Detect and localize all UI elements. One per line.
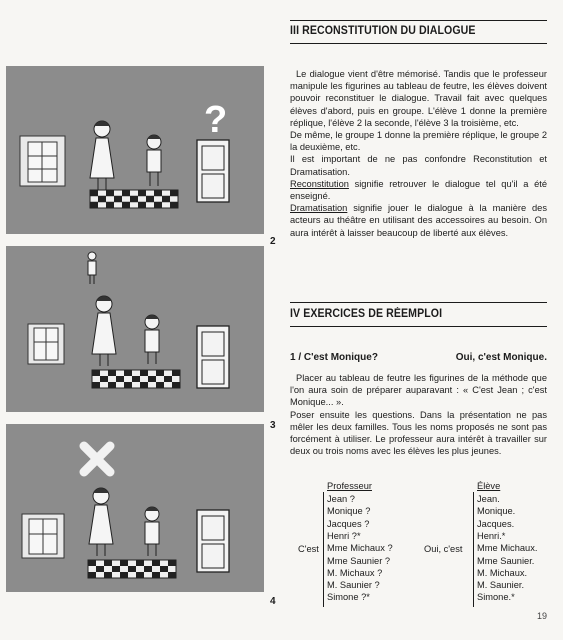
header-eleve: Élève xyxy=(477,481,501,491)
section-3-top-rule xyxy=(290,20,547,21)
section-4-paragraph-1: Placer au tableau de feutre les figurines de la méthode que l'on aura soin de préparer auparavant : « C'est Jean ; c'est Monique... ». xyxy=(290,373,547,408)
section-4-heading: IV EXERCICES DE RÉEMPLOI xyxy=(290,308,443,320)
checkered-floor xyxy=(88,560,176,578)
exercise-1-answer: Oui, c'est Monique. xyxy=(455,352,547,363)
section-3-bottom-rule xyxy=(290,43,547,44)
professeur-row: Jacques ? xyxy=(327,518,370,529)
term-dramatisation: Dramatisation xyxy=(290,203,348,214)
definition-reconstitution xyxy=(290,178,547,202)
section-3-body xyxy=(290,68,547,239)
term-reconstitution: Reconstitution xyxy=(290,178,349,189)
header-professeur: Professeur xyxy=(327,481,372,491)
professeur-row: M. Saunier ? xyxy=(327,580,380,591)
exercise-1-question: 1 / C'est Monique? xyxy=(290,352,378,363)
section-4-paragraph-2: Poser ensuite les questions. Dans la présentation ne pas mêler les deux familles. Tous les noms proposés ne sont pas forcément à utiliser. Le professeur aura intérêt à travailler sur deux ou trois noms avec les élèves les plus jeunes. xyxy=(290,409,547,457)
section-4-body xyxy=(290,372,547,457)
section-3-heading: III RECONSTITUTION DU DIALOGUE xyxy=(290,25,476,37)
eleve-row: M. Saunier. xyxy=(477,580,525,591)
illustration-panel-2 xyxy=(6,246,264,412)
window-illustration xyxy=(28,324,64,364)
boy-figure xyxy=(145,315,159,364)
checkered-floor xyxy=(92,370,180,388)
small-boy-figure xyxy=(88,252,96,284)
question-mark-icon: ? xyxy=(204,99,228,141)
professeur-row: Monique ? xyxy=(327,506,371,517)
woman-figure xyxy=(89,488,113,556)
cross-mark-icon xyxy=(84,446,110,472)
professeur-row: Mme Michaux ? xyxy=(327,543,393,554)
woman-figure xyxy=(92,296,116,366)
door-illustration xyxy=(197,326,229,388)
woman-figure xyxy=(90,121,114,190)
eleve-row: Jean. xyxy=(477,494,500,504)
section-4-top-rule xyxy=(290,302,547,303)
panel-marker-4: 4 xyxy=(270,596,276,607)
panel-marker-2: 2 xyxy=(270,236,276,247)
boy-figure xyxy=(145,507,159,556)
definition-dramatisation-text: signifie jouer le dialogue à la manière des acteurs au théâtre en utilisant des accessoires au besoin. On aura intérêt à laisser beaucoup de liberté aux élèves. xyxy=(290,203,547,238)
eleve-row: Jacques. xyxy=(477,518,515,529)
door-illustration xyxy=(197,510,229,572)
illustration-panel-1 xyxy=(6,66,264,234)
checkered-floor xyxy=(90,190,178,208)
section-3-paragraph-1: Le dialogue vient d'être mémorisé. Tandis que le professeur manipule les figurines au tableau de feutre, les élèves doivent pouvoir reconstituer le dialogue. Travail fait avec quelques élèves d'abord, puis en groupe. L'élève 1 donne la première réplique, l'élève 2 la seconde, l'élève 3 la troisième, etc. xyxy=(290,69,547,128)
cest-label: C'est xyxy=(298,544,319,554)
eleve-row: Henri.* xyxy=(477,530,506,541)
eleve-row: Mme Michaux. xyxy=(477,543,538,554)
definition-dramatisation xyxy=(290,202,547,239)
professeur-row: M. Michaux ? xyxy=(327,567,383,578)
section-4-bottom-rule xyxy=(290,326,547,327)
eleve-row: M. Michaux. xyxy=(477,567,528,578)
professeur-row: Jean ? xyxy=(327,494,355,504)
section-3-paragraph-3: Il est important de ne pas confondre Reconstitution et Dramatisation. xyxy=(290,154,547,177)
professeur-row: Mme Saunier ? xyxy=(327,555,391,566)
window-illustration xyxy=(20,136,65,186)
exercise-1-title xyxy=(290,352,547,363)
section-3-paragraph-2: De même, le groupe 1 donne la première réplique, le groupe 2 la deuxième, etc. xyxy=(290,130,547,153)
panel-marker-3: 3 xyxy=(270,420,276,431)
professeur-row: Henri ?* xyxy=(327,530,361,541)
illustration-panel-3 xyxy=(6,424,264,592)
eleve-row: Monique. xyxy=(477,506,516,517)
window-illustration xyxy=(22,514,64,558)
boy-figure xyxy=(147,135,161,186)
page-number: 19 xyxy=(536,611,547,621)
professeur-row: Simone ?* xyxy=(327,592,370,603)
eleve-row: Mme Saunier. xyxy=(477,555,535,566)
eleve-row: Simone.* xyxy=(477,592,515,603)
definition-reconstitution-text: signifie retrouver le dialogue tel qu'il a été enseigné. xyxy=(290,178,547,202)
table-divider-right xyxy=(473,492,474,607)
door-illustration xyxy=(197,140,229,202)
oui-cest-label: Oui, c'est xyxy=(424,544,463,554)
table-divider-left xyxy=(323,492,324,607)
